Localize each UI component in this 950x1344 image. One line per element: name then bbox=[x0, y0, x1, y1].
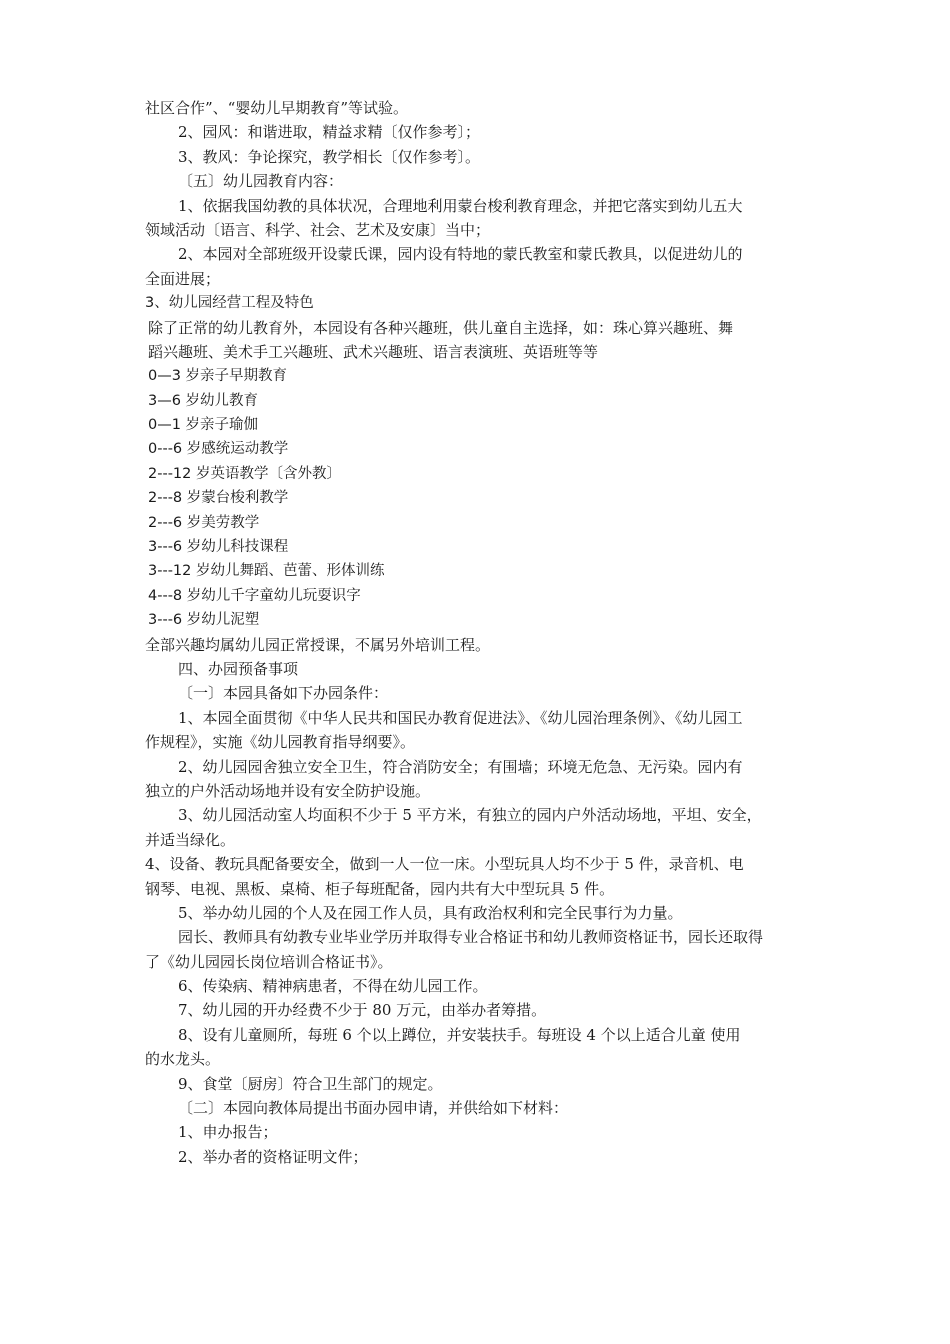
text-line: 4、设备、教玩具配备要安全，做到一人一位一床。小型玩具人均不少于 5 件，录音机、电 bbox=[145, 855, 744, 874]
text-line: 了《幼儿园园长岗位培训合格证书》。 bbox=[145, 952, 393, 971]
text-line: 钢琴、电视、黑板、桌椅、柜子每班配备，园内共有大中型玩具 5 件。 bbox=[145, 879, 615, 898]
text-line: 领域活动〔语言、科学、社会、艺术及安康〕当中； bbox=[145, 220, 491, 239]
text-line: 2---12 岁英语教学〔含外教〕 bbox=[148, 465, 341, 482]
text-line: 作规程》，实施《幼儿园教育指导纲要》。 bbox=[145, 733, 416, 752]
text-line: 3—6 岁幼儿教育 bbox=[148, 392, 259, 409]
text-line: 2、本园对全部班级开设蒙氏课，园内设有特地的蒙氏教室和蒙氏教具，以促进幼儿的 bbox=[178, 245, 743, 264]
text-line: 全部兴趣均属幼儿园正常授课，不属另外培训工程。 bbox=[145, 635, 491, 654]
text-line: 3、幼儿园活动室人均面积不少于 5 平方米，有独立的园内户外活动场地，平坦、安全， bbox=[178, 806, 762, 825]
text-line: 2---8 岁蒙台梭利教学 bbox=[148, 490, 289, 507]
text-line: 〔五〕幼儿园教育内容： bbox=[178, 172, 344, 191]
text-line: 0—1 岁亲子瑜伽 bbox=[148, 417, 259, 434]
text-line: 7、幼儿园的开办经费不少于 80 万元，由举办者筹措。 bbox=[178, 1001, 547, 1020]
text-line: 1、依据我国幼教的具体状况，合理地利用蒙台梭利教育理念，并把它落实到幼儿五大 bbox=[178, 196, 743, 215]
text-line: 独立的户外活动场地并设有安全防护设施。 bbox=[145, 781, 431, 800]
text-line: 〔一〕本园具备如下办园条件： bbox=[178, 684, 389, 703]
text-line: 3---6 岁幼儿泥塑 bbox=[148, 612, 260, 629]
text-line: 1、申办报告； bbox=[178, 1123, 278, 1142]
text-line: 除了正常的幼儿教育外，本园设有各种兴趣班，供儿童自主选择，如：珠心算兴趣班、舞 bbox=[148, 318, 734, 337]
text-line: 3---6 岁幼儿科技课程 bbox=[148, 539, 289, 556]
text-line: 2、园风：和谐进取，精益求精〔仅作参考〕； bbox=[178, 123, 481, 142]
text-line: 2---6 岁美劳教学 bbox=[148, 514, 260, 531]
text-line: 2、幼儿园园舍独立安全卫生，符合消防安全；有围墙；环境无危急、无污染。园内有 bbox=[178, 757, 743, 776]
text-line: 园长、教师具有幼教专业毕业学历并取得专业合格证书和幼儿教师资格证书，园长还取得 bbox=[178, 928, 764, 947]
text-line: 0—3 岁亲子早期教育 bbox=[148, 368, 288, 385]
document-page bbox=[145, 96, 800, 1169]
text-line: 0---6 岁感统运动教学 bbox=[148, 441, 289, 458]
text-line: 2、举办者的资格证明文件； bbox=[178, 1147, 368, 1166]
text-line: 9、食堂〔厨房〕符合卫生部门的规定。 bbox=[178, 1074, 443, 1093]
text-line: 蹈兴趣班、美术手工兴趣班、武术兴趣班、语言表演班、英语班等等 bbox=[148, 342, 599, 361]
text-line: 8、设有儿童厕所，每班 6 个以上蹲位，并安装扶手。每班设 4 个以上适合儿童 使用 bbox=[178, 1025, 741, 1044]
text-line: 并适当绿化。 bbox=[145, 830, 236, 849]
text-line: 的水龙头。 bbox=[145, 1050, 221, 1069]
text-line: 〔二〕本园向教体局提出书面办园申请，并供给如下材料： bbox=[178, 1099, 569, 1118]
text-line: 四、办园预备事项 bbox=[178, 659, 299, 678]
text-line: 1、本园全面贯彻《中华人民共和国民办教育促进法》、《幼儿园治理条例》、《幼儿园工 bbox=[178, 708, 743, 727]
text-line: 4---8 岁幼儿千字童幼儿玩耍识字 bbox=[148, 587, 361, 604]
text-line: 社区合作”、“婴幼儿早期教育”等试验。 bbox=[145, 99, 409, 117]
text-line: 全面进展； bbox=[145, 269, 221, 288]
text-line: 5、举办幼儿园的个人及在园工作人员，具有政治权利和完全民事行为力量。 bbox=[178, 903, 683, 922]
text-line: 3---12 岁幼儿舞蹈、芭蕾、形体训练 bbox=[148, 563, 385, 580]
text-line: 3、幼儿园经营工程及特色 bbox=[145, 295, 314, 312]
text-line: 6、传染病、精神病患者，不得在幼儿园工作。 bbox=[178, 977, 488, 996]
text-line: 3、教风：争论探究，教学相长〔仅作参考〕。 bbox=[178, 147, 481, 166]
